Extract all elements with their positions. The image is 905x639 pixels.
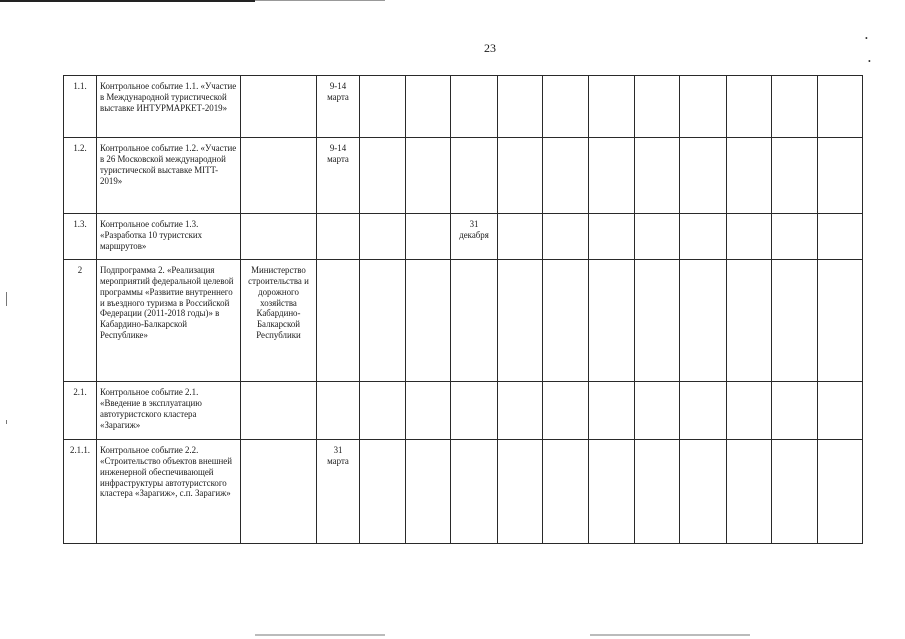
schedule-cell: [680, 440, 727, 544]
schedule-cell: [543, 382, 589, 440]
table-row: [64, 138, 863, 214]
schedule-cell: [727, 138, 772, 214]
schedule-cell: [498, 440, 543, 544]
schedule-cell: [451, 76, 498, 138]
schedule-cell: [406, 260, 451, 382]
schedule-cell: [451, 382, 498, 440]
bottom-scan-smudge: [255, 634, 385, 636]
schedule-cell: [680, 76, 727, 138]
table-row: [64, 440, 863, 544]
row-number: 2.1.1.: [64, 440, 97, 544]
executor-cell: Министерство строительства и дорожного хозяйства Кабардино-Балкарской Республики: [241, 260, 317, 382]
schedule-cell: [360, 76, 406, 138]
schedule-cell: [406, 440, 451, 544]
schedule-cell: [451, 138, 498, 214]
schedule-table: [63, 75, 863, 544]
executor-cell: [241, 214, 317, 260]
schedule-cell: [317, 382, 360, 440]
schedule-table-body: [64, 76, 863, 544]
schedule-cell: [589, 260, 635, 382]
schedule-cell: [543, 138, 589, 214]
schedule-cell: [589, 382, 635, 440]
row-number: 2.1.: [64, 382, 97, 440]
schedule-cell: [680, 382, 727, 440]
schedule-cell: [543, 214, 589, 260]
deadline-date: 9-14 марта: [317, 76, 360, 138]
schedule-cell: [498, 382, 543, 440]
executor-cell: [241, 76, 317, 138]
schedule-cell: [543, 76, 589, 138]
bottom-scan-smudge: [590, 634, 750, 636]
top-scan-rule-faint: [255, 0, 385, 1]
deadline-date: 31 марта: [317, 440, 360, 544]
schedule-cell: [772, 260, 818, 382]
schedule-cell: [727, 76, 772, 138]
schedule-cell: [451, 440, 498, 544]
event-name: Контрольное событие 1.3. «Разработка 10 туристских маршрутов»: [97, 214, 241, 260]
scan-speck: •: [865, 34, 868, 43]
schedule-cell: [317, 214, 360, 260]
schedule-cell: [680, 138, 727, 214]
schedule-cell: [635, 382, 680, 440]
table-row: [64, 260, 863, 382]
schedule-cell: [772, 440, 818, 544]
row-number: 1.1.: [64, 76, 97, 138]
deadline-date: 9-14 марта: [317, 138, 360, 214]
top-scan-rule: [0, 0, 255, 2]
scan-speck: •: [868, 57, 871, 66]
table-row: [64, 76, 863, 138]
schedule-cell: [360, 214, 406, 260]
schedule-cell: [680, 214, 727, 260]
schedule-cell: [406, 382, 451, 440]
margin-mark: [6, 292, 7, 306]
schedule-cell: [406, 138, 451, 214]
schedule-cell: [727, 440, 772, 544]
page-number: 23: [484, 41, 496, 55]
schedule-cell: [498, 138, 543, 214]
schedule-cell: [498, 214, 543, 260]
row-number: 1.2.: [64, 138, 97, 214]
schedule-cell: [498, 76, 543, 138]
schedule-cell: [406, 214, 451, 260]
event-name: Контрольное событие 2.2. «Строительство объектов внешней инженерной обеспечивающей инфраструктуры автотуристского кластера «Зарагиж», с.п. Зарагиж»: [97, 440, 241, 544]
schedule-cell: [635, 260, 680, 382]
schedule-cell: [498, 260, 543, 382]
event-name: Подпрограмма 2. «Реализация мероприятий федеральной целевой программы «Развитие внутреннего и въездного туризма в Российской Федерации (2011-2018 годы)» в Кабардино-Балкарской Республике»: [97, 260, 241, 382]
schedule-cell: [818, 382, 863, 440]
schedule-cell: [772, 214, 818, 260]
deadline-date: 31 декабря: [451, 214, 498, 260]
schedule-cell: [772, 382, 818, 440]
schedule-cell: [543, 260, 589, 382]
schedule-cell: [818, 76, 863, 138]
schedule-cell: [589, 138, 635, 214]
schedule-cell: [360, 382, 406, 440]
schedule-cell: [451, 260, 498, 382]
row-number: 1.3.: [64, 214, 97, 260]
schedule-cell: [772, 76, 818, 138]
schedule-cell: [360, 260, 406, 382]
schedule-cell: [406, 76, 451, 138]
schedule-cell: [635, 440, 680, 544]
schedule-cell: [818, 214, 863, 260]
event-name: Контрольное событие 1.1. «Участие в Международной туристической выставке ИНТУРМАРКЕТ-2019»: [97, 76, 241, 138]
schedule-cell: [680, 260, 727, 382]
event-name: Контрольное событие 1.2. «Участие в 26 Московской международной туристической выставке MITT-2019»: [97, 138, 241, 214]
schedule-cell: [360, 440, 406, 544]
event-name: Контрольное событие 2.1. «Введение в эксплуатацию автотуристского кластера «Зарагиж»: [97, 382, 241, 440]
table-row: [64, 214, 863, 260]
schedule-cell: [635, 76, 680, 138]
executor-cell: [241, 440, 317, 544]
schedule-cell: [317, 260, 360, 382]
schedule-cell: [727, 260, 772, 382]
schedule-cell: [727, 382, 772, 440]
schedule-cell: [589, 440, 635, 544]
schedule-cell: [818, 138, 863, 214]
row-number: 2: [64, 260, 97, 382]
schedule-cell: [772, 138, 818, 214]
schedule-cell: [635, 138, 680, 214]
executor-cell: [241, 382, 317, 440]
schedule-cell: [818, 260, 863, 382]
table-row: [64, 382, 863, 440]
schedule-cell: [589, 76, 635, 138]
schedule-cell: [635, 214, 680, 260]
schedule-cell: [727, 214, 772, 260]
margin-mark: [6, 420, 7, 424]
schedule-cell: [543, 440, 589, 544]
executor-cell: [241, 138, 317, 214]
schedule-cell: [589, 214, 635, 260]
schedule-cell: [818, 440, 863, 544]
schedule-cell: [360, 138, 406, 214]
